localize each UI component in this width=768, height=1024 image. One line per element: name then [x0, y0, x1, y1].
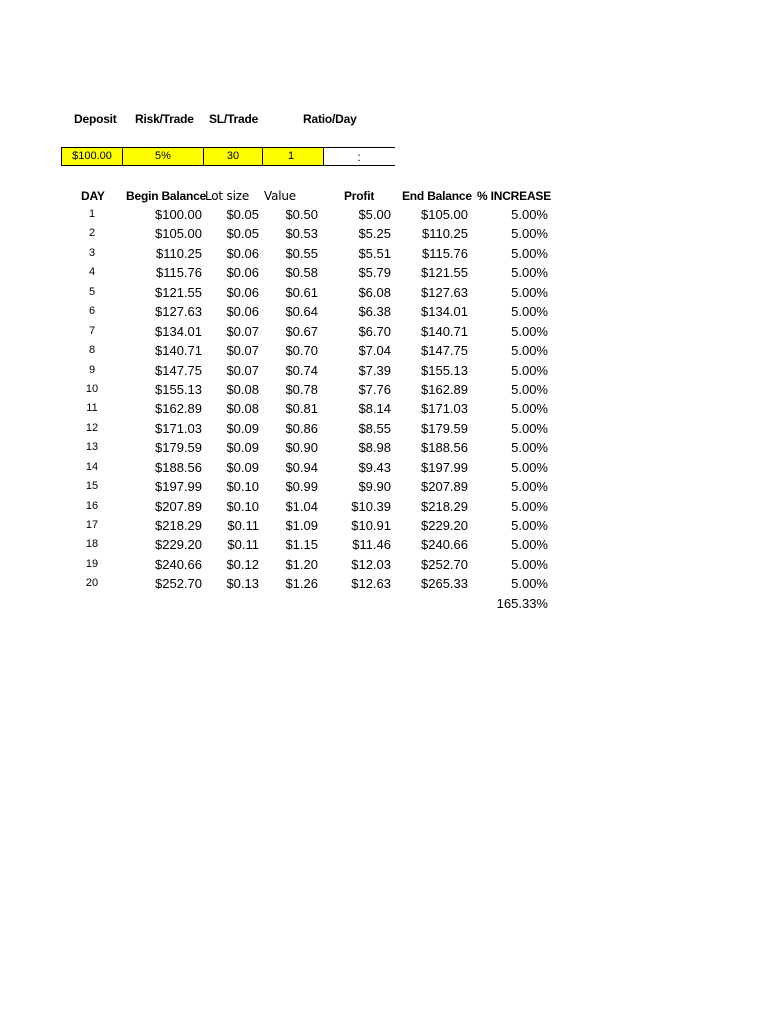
profit-cell: $10.39 [351, 498, 391, 514]
lot-size-cell: $0.06 [226, 304, 259, 320]
begin-balance-cell: $188.56 [155, 459, 202, 475]
value-cell: $1.26 [285, 576, 318, 592]
table-row [0, 380, 768, 399]
table-row [0, 224, 768, 243]
begin-balance-cell: $171.03 [155, 420, 202, 436]
begin-balance-cell: $134.01 [155, 323, 202, 339]
begin-balance-cell: $147.75 [155, 362, 202, 378]
table-row [0, 263, 768, 282]
value-cell: $0.81 [285, 401, 318, 417]
value-cell: $0.50 [285, 207, 318, 222]
lot-size-cell: $0.08 [226, 381, 259, 397]
end-balance-cell: $127.63 [421, 284, 468, 300]
value-cell: $0.86 [285, 420, 318, 436]
day-cell: 14 [85, 460, 99, 473]
end-balance-cell: $115.76 [421, 245, 468, 261]
pct-increase-cell: 5.00% [511, 518, 548, 533]
lot-size-cell: $0.06 [226, 265, 259, 281]
pct-increase-cell: 5.00% [511, 381, 548, 397]
end-balance-cell: $110.25 [421, 226, 468, 242]
begin-balance-cell: $197.99 [155, 479, 202, 495]
end-balance-cell: $265.33 [421, 576, 468, 592]
total-increase: 165.33% [496, 596, 548, 611]
pct-increase-cell: 5.00% [511, 576, 548, 592]
profit-cell: $8.98 [358, 440, 391, 456]
deposit-label: Deposit [74, 112, 117, 126]
begin-balance-cell: $121.55 [155, 284, 202, 300]
day-cell: 15 [85, 480, 99, 493]
pct-increase-cell: 5.00% [511, 401, 548, 417]
value-cell: $0.55 [285, 245, 318, 261]
value-cell: $0.61 [285, 284, 318, 300]
table-row [0, 477, 768, 496]
profit-cell: $12.63 [351, 576, 391, 592]
end-balance-cell: $105.00 [421, 207, 468, 222]
pct-increase-cell: 5.00% [511, 440, 548, 456]
table-row [0, 438, 768, 457]
day-cell: 7 [88, 324, 96, 337]
lot-size-cell: $0.06 [226, 284, 259, 300]
profit-cell: $5.79 [358, 265, 391, 281]
lot-size-cell: $0.08 [226, 401, 259, 417]
profit-cell: $11.46 [352, 537, 391, 553]
pct-increase-cell: 5.00% [511, 343, 548, 359]
value-cell: $0.90 [285, 440, 318, 456]
end-balance-cell: $147.75 [421, 343, 468, 359]
begin-balance-cell: $100.00 [155, 207, 202, 222]
day-cell: 6 [88, 305, 96, 318]
value-cell: $0.53 [285, 226, 318, 242]
end-balance-cell: $121.55 [421, 265, 468, 281]
lot-size-cell: $0.05 [226, 226, 259, 242]
profit-cell: $7.04 [358, 343, 391, 359]
table-row [0, 322, 768, 341]
lot-size-cell: $0.10 [226, 479, 259, 495]
table-row [0, 205, 768, 224]
table-row [0, 555, 768, 574]
profit-cell: $10.91 [351, 518, 391, 533]
value-cell: $0.64 [285, 304, 318, 320]
lot-size-cell: $0.06 [226, 245, 259, 261]
begin-balance-cell: $218.29 [155, 518, 202, 533]
col-header-profit: Profit [344, 189, 375, 203]
pct-increase-cell: 5.00% [511, 207, 548, 222]
pct-increase-cell: 5.00% [511, 245, 548, 261]
lot-size-cell: $0.11 [227, 537, 259, 553]
lot-size-cell: $0.09 [226, 420, 259, 436]
profit-cell: $7.39 [358, 362, 391, 378]
table-row [0, 341, 768, 360]
pct-increase-cell: 5.00% [511, 265, 548, 281]
table-row [0, 458, 768, 477]
risk-trade-label: Risk/Trade [135, 112, 194, 126]
end-balance-cell: $155.13 [421, 362, 468, 378]
end-balance-cell: $197.99 [421, 459, 468, 475]
day-cell: 9 [88, 363, 96, 376]
begin-balance-cell: $240.66 [155, 556, 202, 572]
pct-increase-cell: 5.00% [511, 459, 548, 475]
value-cell: $0.94 [285, 459, 318, 475]
end-balance-cell: $240.66 [421, 537, 468, 553]
end-balance-cell: $179.59 [421, 420, 468, 436]
col-header-day: DAY [81, 189, 105, 203]
begin-balance-cell: $127.63 [155, 304, 202, 320]
value-cell: $0.58 [285, 265, 318, 281]
end-balance-cell: $188.56 [421, 440, 468, 456]
table-row [0, 516, 768, 535]
begin-balance-cell: $162.89 [155, 401, 202, 417]
lot-size-cell: $0.13 [226, 576, 259, 592]
begin-balance-cell: $252.70 [155, 576, 202, 592]
deposit-cell[interactable]: $100.00 [61, 147, 123, 166]
end-balance-cell: $171.03 [421, 401, 468, 417]
profit-cell: $6.08 [358, 284, 391, 300]
lot-size-cell: $0.07 [226, 323, 259, 339]
table-row [0, 535, 768, 554]
begin-balance-cell: $155.13 [155, 381, 202, 397]
table-row [0, 244, 768, 263]
day-cell: 3 [88, 246, 96, 259]
day-cell: 16 [85, 499, 99, 512]
value-cell: $1.04 [285, 498, 318, 514]
profit-cell: $7.76 [358, 381, 391, 397]
profit-cell: $5.25 [358, 226, 391, 242]
day-cell: 20 [85, 577, 99, 590]
value-cell: $0.99 [285, 479, 318, 495]
col-header-end-balance: End Balance [402, 189, 472, 203]
col-header-pct-increase: % INCREASE [477, 189, 552, 203]
pct-increase-cell: 5.00% [511, 556, 548, 572]
lot-size-cell: $0.10 [226, 498, 259, 514]
profit-cell: $5.00 [358, 207, 391, 222]
col-header-value: Value [264, 189, 296, 203]
end-balance-cell: $218.29 [421, 498, 468, 514]
value-cell: $0.70 [285, 343, 318, 359]
risk-cell[interactable]: 5% [122, 147, 204, 166]
end-balance-cell: $134.01 [421, 304, 468, 320]
day-cell: 13 [85, 441, 99, 454]
table-row [0, 302, 768, 321]
profit-cell: $8.14 [358, 401, 391, 417]
value-cell: $1.15 [285, 537, 318, 553]
table-row [0, 574, 768, 593]
begin-balance-cell: $105.00 [155, 226, 202, 242]
end-balance-cell: $252.70 [421, 556, 468, 572]
lot-size-cell: $0.09 [226, 459, 259, 475]
data-table-body [0, 205, 768, 594]
ratio-separator-cell[interactable]: : [323, 147, 395, 166]
sl-trade-label: SL/Trade [209, 112, 259, 126]
day-cell: 11 [86, 402, 98, 415]
profit-cell: $9.43 [358, 459, 391, 475]
begin-balance-cell: $207.89 [155, 498, 202, 514]
pct-increase-cell: 5.00% [511, 420, 548, 436]
pct-increase-cell: 5.00% [511, 323, 548, 339]
pct-increase-cell: 5.00% [511, 226, 548, 242]
profit-cell: $8.55 [358, 420, 391, 436]
end-balance-cell: $140.71 [421, 323, 468, 339]
day-cell: 18 [85, 538, 99, 551]
col-header-lot-size: Lot size [205, 189, 250, 203]
begin-balance-cell: $115.76 [155, 265, 202, 281]
profit-cell: $6.38 [358, 304, 391, 320]
pct-increase-cell: 5.00% [511, 304, 548, 320]
ratio-day-label: Ratio/Day [303, 112, 357, 126]
day-cell: 12 [85, 421, 99, 434]
day-cell: 5 [88, 285, 96, 298]
value-cell: $0.74 [285, 362, 318, 378]
value-cell: $0.78 [285, 381, 318, 397]
value-cell: $1.20 [285, 556, 318, 572]
end-balance-cell: $207.89 [421, 479, 468, 495]
input-row [61, 147, 395, 166]
pct-increase-cell: 5.00% [511, 284, 548, 300]
day-cell: 2 [88, 227, 96, 240]
end-balance-cell: $229.20 [421, 518, 468, 533]
ratio-cell[interactable]: 1 [262, 147, 324, 166]
col-header-begin-balance: Begin Balance [126, 189, 207, 203]
profit-cell: $9.90 [358, 479, 391, 495]
sl-cell[interactable]: 30 [203, 147, 263, 166]
table-row [0, 283, 768, 302]
profit-cell: $12.03 [351, 556, 391, 572]
day-cell: 4 [88, 266, 96, 279]
table-row [0, 399, 768, 418]
table-row [0, 497, 768, 516]
begin-balance-cell: $140.71 [155, 343, 202, 359]
day-cell: 10 [85, 382, 99, 395]
lot-size-cell: $0.09 [226, 440, 259, 456]
lot-size-cell: $0.07 [226, 343, 259, 359]
value-cell: $0.67 [285, 323, 318, 339]
pct-increase-cell: 5.00% [511, 537, 548, 553]
value-cell: $1.09 [285, 518, 318, 533]
profit-cell: $5.51 [358, 245, 391, 261]
day-cell: 17 [85, 519, 99, 531]
begin-balance-cell: $179.59 [155, 440, 202, 456]
begin-balance-cell: $229.20 [155, 537, 202, 553]
lot-size-cell: $0.11 [227, 518, 259, 533]
profit-cell: $6.70 [358, 323, 391, 339]
lot-size-cell: $0.07 [226, 362, 259, 378]
begin-balance-cell: $110.25 [155, 245, 202, 261]
pct-increase-cell: 5.00% [511, 362, 548, 378]
end-balance-cell: $162.89 [421, 381, 468, 397]
day-cell: 1 [88, 208, 96, 220]
table-row [0, 361, 768, 380]
day-cell: 8 [88, 344, 96, 357]
pct-increase-cell: 5.00% [511, 479, 548, 495]
day-cell: 19 [85, 557, 99, 570]
pct-increase-cell: 5.00% [511, 498, 548, 514]
table-row [0, 419, 768, 438]
lot-size-cell: $0.05 [226, 207, 259, 222]
lot-size-cell: $0.12 [226, 556, 259, 572]
